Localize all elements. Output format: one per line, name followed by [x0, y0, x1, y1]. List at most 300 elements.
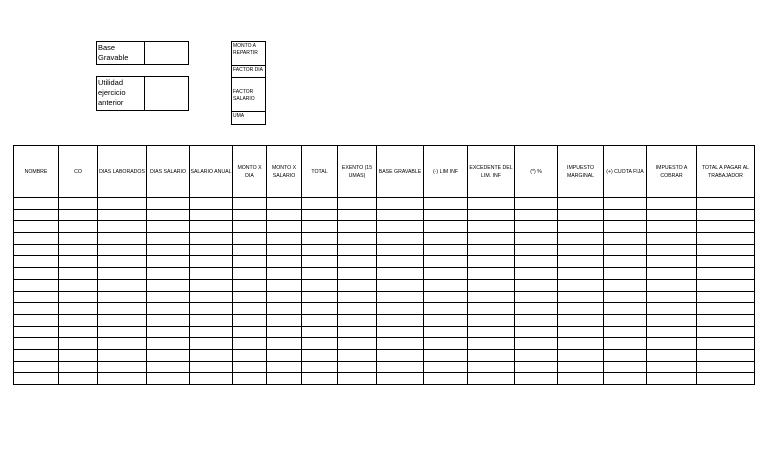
table-cell[interactable] — [147, 209, 190, 221]
table-cell[interactable] — [147, 373, 190, 385]
table-cell[interactable] — [515, 361, 558, 373]
table-cell[interactable] — [515, 233, 558, 245]
table-cell[interactable] — [190, 209, 233, 221]
table-cell[interactable] — [377, 221, 424, 233]
table-cell[interactable] — [302, 326, 338, 338]
table-cell[interactable] — [98, 244, 147, 256]
uma-label: UMA — [233, 113, 245, 119]
table-cell[interactable] — [233, 268, 267, 280]
table-cell[interactable] — [468, 268, 515, 280]
table-cell[interactable] — [338, 256, 377, 268]
table-cell[interactable] — [190, 361, 233, 373]
table-cell[interactable] — [59, 233, 98, 245]
table-cell[interactable] — [515, 338, 558, 350]
table-cell[interactable] — [468, 291, 515, 303]
table-cell[interactable] — [558, 279, 604, 291]
table-cell[interactable] — [233, 198, 267, 210]
table-cell[interactable] — [190, 303, 233, 315]
table-cell[interactable] — [697, 291, 755, 303]
table-body — [14, 198, 755, 385]
table-cell[interactable] — [147, 314, 190, 326]
table-cell[interactable] — [697, 361, 755, 373]
table-cell[interactable] — [468, 233, 515, 245]
table-cell[interactable] — [233, 349, 267, 361]
table-row — [14, 314, 755, 326]
table-cell[interactable] — [98, 326, 147, 338]
table-cell[interactable] — [302, 314, 338, 326]
table-cell[interactable] — [558, 221, 604, 233]
table-row — [14, 349, 755, 361]
table-cell[interactable] — [468, 373, 515, 385]
table-cell[interactable] — [515, 221, 558, 233]
table-cell[interactable] — [424, 209, 468, 221]
table-cell[interactable] — [697, 256, 755, 268]
table-cell[interactable] — [558, 314, 604, 326]
table-cell[interactable] — [267, 256, 302, 268]
table-cell[interactable] — [233, 291, 267, 303]
table-cell[interactable] — [59, 303, 98, 315]
table-cell[interactable] — [190, 198, 233, 210]
table-cell[interactable] — [604, 326, 647, 338]
table-cell[interactable] — [98, 233, 147, 245]
table-cell[interactable] — [190, 338, 233, 350]
table-cell[interactable] — [338, 221, 377, 233]
table-cell[interactable] — [302, 268, 338, 280]
column-header: CO — [59, 146, 98, 198]
base-gravable-box — [96, 41, 189, 65]
table-cell[interactable] — [515, 209, 558, 221]
table-cell[interactable] — [338, 338, 377, 350]
table-cell[interactable] — [377, 256, 424, 268]
ptu-table — [13, 145, 755, 385]
table-cell[interactable] — [59, 291, 98, 303]
table-cell[interactable] — [558, 303, 604, 315]
table-cell[interactable] — [604, 291, 647, 303]
table-cell[interactable] — [98, 338, 147, 350]
table-cell[interactable] — [377, 338, 424, 350]
table-cell[interactable] — [267, 221, 302, 233]
table-cell[interactable] — [424, 279, 468, 291]
table-cell[interactable] — [424, 303, 468, 315]
table-cell[interactable] — [147, 268, 190, 280]
table-cell[interactable] — [604, 244, 647, 256]
column-header: MONTO X DIA — [233, 146, 267, 198]
table-cell[interactable] — [14, 303, 59, 315]
table-cell[interactable] — [377, 349, 424, 361]
table-cell[interactable] — [338, 373, 377, 385]
table-cell[interactable] — [515, 268, 558, 280]
table-cell[interactable] — [147, 303, 190, 315]
column-header: (*) % — [515, 146, 558, 198]
table-cell[interactable] — [515, 291, 558, 303]
table-cell[interactable] — [647, 349, 697, 361]
table-cell[interactable] — [558, 209, 604, 221]
table-cell[interactable] — [647, 326, 697, 338]
table-cell[interactable] — [147, 361, 190, 373]
table-cell[interactable] — [302, 373, 338, 385]
table-cell[interactable] — [697, 279, 755, 291]
table-cell[interactable] — [267, 279, 302, 291]
table-cell[interactable] — [338, 349, 377, 361]
table-cell[interactable] — [147, 279, 190, 291]
table-cell[interactable] — [604, 314, 647, 326]
table-cell[interactable] — [302, 279, 338, 291]
table-cell[interactable] — [14, 326, 59, 338]
table-cell[interactable] — [98, 209, 147, 221]
table-cell[interactable] — [14, 279, 59, 291]
table-cell[interactable] — [190, 291, 233, 303]
table-cell[interactable] — [377, 291, 424, 303]
table-cell[interactable] — [697, 314, 755, 326]
table-cell[interactable] — [558, 349, 604, 361]
table-cell[interactable] — [424, 326, 468, 338]
table-cell[interactable] — [515, 244, 558, 256]
table-cell[interactable] — [302, 221, 338, 233]
table-cell[interactable] — [302, 256, 338, 268]
table-cell[interactable] — [233, 373, 267, 385]
table-cell[interactable] — [267, 338, 302, 350]
table-cell[interactable] — [147, 221, 190, 233]
table-cell[interactable] — [604, 256, 647, 268]
table-cell[interactable] — [267, 349, 302, 361]
table-cell[interactable] — [147, 326, 190, 338]
table-cell[interactable] — [59, 244, 98, 256]
table-cell[interactable] — [515, 373, 558, 385]
table-cell[interactable] — [604, 221, 647, 233]
table-cell[interactable] — [267, 303, 302, 315]
table-cell[interactable] — [338, 244, 377, 256]
table-cell[interactable] — [190, 268, 233, 280]
table-cell[interactable] — [98, 221, 147, 233]
table-cell[interactable] — [515, 326, 558, 338]
table-row — [14, 326, 755, 338]
table-cell[interactable] — [98, 256, 147, 268]
utilidad-label: Utilidad ejercicio anterior — [97, 77, 145, 110]
table-cell[interactable] — [468, 349, 515, 361]
table-cell[interactable] — [190, 279, 233, 291]
table-cell[interactable] — [604, 303, 647, 315]
table-cell[interactable] — [59, 314, 98, 326]
table-cell[interactable] — [14, 256, 59, 268]
table-cell[interactable] — [424, 268, 468, 280]
table-cell[interactable] — [14, 268, 59, 280]
table-cell[interactable] — [604, 349, 647, 361]
table-cell[interactable] — [697, 268, 755, 280]
table-cell[interactable] — [267, 233, 302, 245]
table-row — [14, 209, 755, 221]
table-cell[interactable] — [302, 291, 338, 303]
table-cell[interactable] — [515, 349, 558, 361]
table-cell[interactable] — [377, 361, 424, 373]
table-cell[interactable] — [697, 303, 755, 315]
table-cell[interactable] — [59, 268, 98, 280]
table-cell[interactable] — [233, 361, 267, 373]
table-cell[interactable] — [14, 244, 59, 256]
table-cell[interactable] — [647, 233, 697, 245]
table-cell[interactable] — [468, 279, 515, 291]
table-cell[interactable] — [697, 244, 755, 256]
table-cell[interactable] — [59, 361, 98, 373]
table-cell[interactable] — [267, 291, 302, 303]
table-cell[interactable] — [267, 326, 302, 338]
table-cell[interactable] — [233, 233, 267, 245]
table-cell[interactable] — [604, 198, 647, 210]
table-cell[interactable] — [424, 221, 468, 233]
table-cell[interactable] — [647, 361, 697, 373]
table-cell[interactable] — [190, 326, 233, 338]
table-cell[interactable] — [377, 303, 424, 315]
table-cell[interactable] — [515, 314, 558, 326]
table-cell[interactable] — [424, 373, 468, 385]
table-cell[interactable] — [377, 209, 424, 221]
table-cell[interactable] — [697, 326, 755, 338]
table-cell[interactable] — [468, 221, 515, 233]
table-cell[interactable] — [647, 256, 697, 268]
table-cell[interactable] — [604, 338, 647, 350]
table-cell[interactable] — [377, 373, 424, 385]
table-cell[interactable] — [697, 349, 755, 361]
table-cell[interactable] — [697, 233, 755, 245]
column-header: NOMBRE — [14, 146, 59, 198]
table-cell[interactable] — [377, 279, 424, 291]
table-cell[interactable] — [647, 209, 697, 221]
table-cell[interactable] — [302, 303, 338, 315]
table-cell[interactable] — [468, 303, 515, 315]
table-cell[interactable] — [424, 338, 468, 350]
table-cell[interactable] — [14, 314, 59, 326]
column-header: EXENTO (15 UMAS) — [338, 146, 377, 198]
table-cell[interactable] — [558, 268, 604, 280]
table-cell[interactable] — [468, 326, 515, 338]
table-cell[interactable] — [424, 349, 468, 361]
table-cell[interactable] — [604, 209, 647, 221]
table-cell[interactable] — [59, 256, 98, 268]
table-cell[interactable] — [515, 279, 558, 291]
table-cell[interactable] — [190, 256, 233, 268]
table-cell[interactable] — [233, 221, 267, 233]
table-cell[interactable] — [558, 338, 604, 350]
table-cell[interactable] — [647, 314, 697, 326]
table-cell[interactable] — [14, 338, 59, 350]
table-cell[interactable] — [424, 256, 468, 268]
table-cell[interactable] — [468, 338, 515, 350]
table-cell[interactable] — [515, 256, 558, 268]
table-row — [14, 221, 755, 233]
table-cell[interactable] — [377, 314, 424, 326]
table-cell[interactable] — [377, 244, 424, 256]
table-cell[interactable] — [267, 268, 302, 280]
column-header: DIAS LABORADOS — [98, 146, 147, 198]
table-cell[interactable] — [59, 198, 98, 210]
table-cell[interactable] — [558, 291, 604, 303]
table-cell[interactable] — [302, 338, 338, 350]
table-cell[interactable] — [190, 221, 233, 233]
table-cell[interactable] — [14, 209, 59, 221]
base-gravable-input[interactable] — [145, 42, 188, 64]
table-cell[interactable] — [558, 361, 604, 373]
table-cell[interactable] — [147, 338, 190, 350]
table-cell[interactable] — [468, 314, 515, 326]
table-cell[interactable] — [604, 279, 647, 291]
table-cell[interactable] — [14, 198, 59, 210]
table-cell[interactable] — [647, 268, 697, 280]
table-cell[interactable] — [558, 244, 604, 256]
table-cell[interactable] — [190, 373, 233, 385]
table-cell[interactable] — [14, 291, 59, 303]
table-cell[interactable] — [302, 244, 338, 256]
table-cell[interactable] — [697, 338, 755, 350]
table-cell[interactable] — [14, 373, 59, 385]
table-cell[interactable] — [98, 198, 147, 210]
table-cell[interactable] — [14, 361, 59, 373]
table-cell[interactable] — [233, 338, 267, 350]
table-cell[interactable] — [338, 361, 377, 373]
table-cell[interactable] — [604, 361, 647, 373]
table-cell[interactable] — [267, 361, 302, 373]
table-cell[interactable] — [424, 244, 468, 256]
table-cell[interactable] — [424, 291, 468, 303]
table-cell[interactable] — [604, 233, 647, 245]
table-cell[interactable] — [338, 326, 377, 338]
table-cell[interactable] — [147, 291, 190, 303]
table-cell[interactable] — [147, 233, 190, 245]
table-cell[interactable] — [98, 279, 147, 291]
table-cell[interactable] — [302, 233, 338, 245]
table-cell[interactable] — [233, 244, 267, 256]
table-cell[interactable] — [604, 268, 647, 280]
utilidad-box — [96, 76, 189, 111]
table-cell[interactable] — [558, 233, 604, 245]
table-cell[interactable] — [424, 198, 468, 210]
table-cell[interactable] — [147, 349, 190, 361]
table-cell[interactable] — [377, 268, 424, 280]
table-cell[interactable] — [558, 373, 604, 385]
table-cell[interactable] — [190, 233, 233, 245]
column-header: (-) LIM INF — [424, 146, 468, 198]
table-cell[interactable] — [468, 209, 515, 221]
side-labels-stack — [231, 41, 266, 125]
table-cell[interactable] — [647, 198, 697, 210]
table-cell[interactable] — [233, 326, 267, 338]
table-cell[interactable] — [98, 303, 147, 315]
table-cell[interactable] — [14, 233, 59, 245]
column-header: DIAS SALARIO — [147, 146, 190, 198]
table-cell[interactable] — [647, 338, 697, 350]
table-cell[interactable] — [338, 268, 377, 280]
table-cell[interactable] — [558, 326, 604, 338]
table-cell[interactable] — [302, 198, 338, 210]
table-cell[interactable] — [647, 373, 697, 385]
table-cell[interactable] — [59, 373, 98, 385]
table-cell[interactable] — [338, 279, 377, 291]
table-cell[interactable] — [59, 349, 98, 361]
table-cell[interactable] — [377, 326, 424, 338]
table-cell[interactable] — [515, 303, 558, 315]
table-cell[interactable] — [338, 198, 377, 210]
table-cell[interactable] — [233, 303, 267, 315]
table-cell[interactable] — [468, 244, 515, 256]
table-cell[interactable] — [647, 279, 697, 291]
table-cell[interactable] — [697, 198, 755, 210]
table-cell[interactable] — [424, 314, 468, 326]
table-cell[interactable] — [190, 244, 233, 256]
table-row — [14, 373, 755, 385]
table-cell[interactable] — [267, 198, 302, 210]
table-cell[interactable] — [424, 233, 468, 245]
table-cell[interactable] — [233, 256, 267, 268]
table-cell[interactable] — [98, 373, 147, 385]
table-cell[interactable] — [697, 209, 755, 221]
table-cell[interactable] — [59, 338, 98, 350]
table-row — [14, 291, 755, 303]
table-cell[interactable] — [233, 314, 267, 326]
table-cell[interactable] — [338, 291, 377, 303]
table-cell[interactable] — [647, 291, 697, 303]
table-cell[interactable] — [604, 373, 647, 385]
column-header: TOTAL A PAGAR AL TRABAJADOR — [697, 146, 755, 198]
table-cell[interactable] — [468, 198, 515, 210]
table-cell[interactable] — [647, 221, 697, 233]
table-cell[interactable] — [98, 349, 147, 361]
table-cell[interactable] — [59, 326, 98, 338]
table-cell[interactable] — [697, 221, 755, 233]
table-cell[interactable] — [190, 314, 233, 326]
table-cell[interactable] — [424, 361, 468, 373]
table-cell[interactable] — [267, 209, 302, 221]
table-cell[interactable] — [377, 198, 424, 210]
table-cell[interactable] — [338, 314, 377, 326]
table-cell[interactable] — [98, 314, 147, 326]
table-cell[interactable] — [14, 221, 59, 233]
table-cell[interactable] — [59, 209, 98, 221]
table-cell[interactable] — [147, 256, 190, 268]
table-cell[interactable] — [302, 361, 338, 373]
table-cell[interactable] — [468, 256, 515, 268]
table-cell[interactable] — [697, 373, 755, 385]
column-header: (+) CUOTA FIJA — [604, 146, 647, 198]
table-cell[interactable] — [338, 209, 377, 221]
table-cell[interactable] — [147, 198, 190, 210]
table-cell[interactable] — [147, 244, 190, 256]
table-cell[interactable] — [302, 209, 338, 221]
table-cell[interactable] — [190, 349, 233, 361]
table-cell[interactable] — [267, 244, 302, 256]
table-cell[interactable] — [233, 279, 267, 291]
table-cell[interactable] — [377, 233, 424, 245]
table-cell[interactable] — [647, 303, 697, 315]
table-cell[interactable] — [647, 244, 697, 256]
table-cell[interactable] — [267, 373, 302, 385]
table-cell[interactable] — [558, 256, 604, 268]
table-cell[interactable] — [267, 314, 302, 326]
table-cell[interactable] — [98, 268, 147, 280]
table-cell[interactable] — [302, 349, 338, 361]
table-cell[interactable] — [515, 198, 558, 210]
table-cell[interactable] — [338, 303, 377, 315]
table-cell[interactable] — [98, 361, 147, 373]
table-cell[interactable] — [468, 361, 515, 373]
table-row — [14, 198, 755, 210]
table-cell[interactable] — [233, 209, 267, 221]
table-cell[interactable] — [59, 279, 98, 291]
table-cell[interactable] — [14, 349, 59, 361]
table-cell[interactable] — [558, 198, 604, 210]
table-cell[interactable] — [59, 221, 98, 233]
table-cell[interactable] — [98, 291, 147, 303]
utilidad-input[interactable] — [145, 77, 188, 110]
column-header: IMPUESTO A COBRAR — [647, 146, 697, 198]
table-cell[interactable] — [338, 233, 377, 245]
